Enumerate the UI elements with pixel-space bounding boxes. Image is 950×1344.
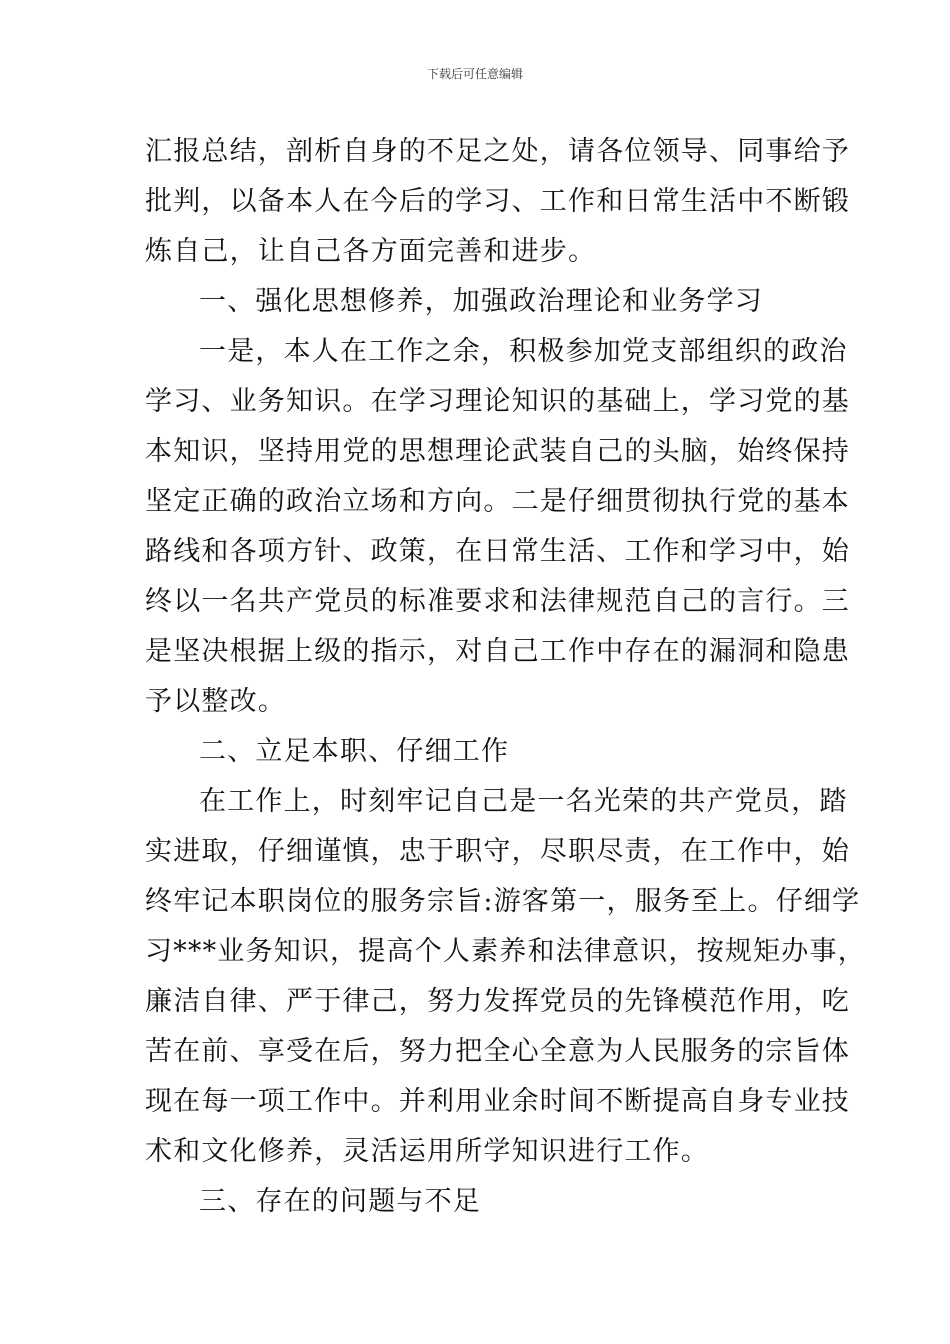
body-line: 批判，以备本人在今后的学习、工作和日常生活中不断锻	[145, 186, 850, 217]
paragraph-start: 一是，本人在工作之余，积极参加党支部组织的政治	[199, 336, 848, 367]
body-line: 坚定正确的政治立场和方向。二是仔细贯彻执行党的基本	[145, 486, 850, 517]
body-line: 予以整改。	[145, 686, 286, 717]
body-line: 终以一名共产党员的标准要求和法律规范自己的言行。三	[145, 586, 850, 617]
body-line: 路线和各项方针、政策，在日常生活、工作和学习中，始	[145, 536, 850, 567]
paragraph-start: 在工作上，时刻牢记自己是一名光荣的共产党员，踏	[199, 786, 848, 817]
body-line: 苦在前、享受在后，努力把全心全意为人民服务的宗旨体	[145, 1036, 850, 1067]
page-header: 下载后可任意编辑	[426, 67, 523, 81]
section-heading-2: 二、立足本职、仔细工作	[199, 736, 510, 767]
body-line: 本知识，坚持用党的思想理论武装自己的头脑，始终保持	[145, 436, 850, 467]
section-heading-3: 三、存在的问题与不足	[199, 1186, 481, 1217]
body-line: 终牢记本职岗位的服务宗旨:游客第一，服务至上。仔细学	[145, 886, 861, 917]
body-line: 术和文化修养，灵活运用所学知识进行工作。	[145, 1136, 709, 1167]
body-line: 汇报总结，剖析自身的不足之处，请各位领导、同事给予	[145, 136, 850, 167]
body-line: 廉洁自律、严于律己，努力发挥党员的先锋模范作用，吃	[145, 986, 850, 1017]
body-line: 现在每一项工作中。并利用业余时间不断提高自身专业技	[145, 1086, 850, 1117]
body-line: 习***业务知识，提高个人素养和法律意识，按规矩办事，	[145, 936, 866, 967]
body-line: 炼自己，让自己各方面完善和进步。	[145, 236, 597, 267]
body-line: 学习、业务知识。在学习理论知识的基础上，学习党的基	[145, 386, 850, 417]
section-heading-1: 一、强化思想修养，加强政治理论和业务学习	[199, 286, 763, 317]
body-line: 是坚决根据上级的指示，对自己工作中存在的漏洞和隐患	[145, 636, 850, 667]
body-line: 实进取，仔细谨慎，忠于职守，尽职尽责，在工作中，始	[145, 836, 850, 867]
document-body	[145, 127, 866, 1227]
